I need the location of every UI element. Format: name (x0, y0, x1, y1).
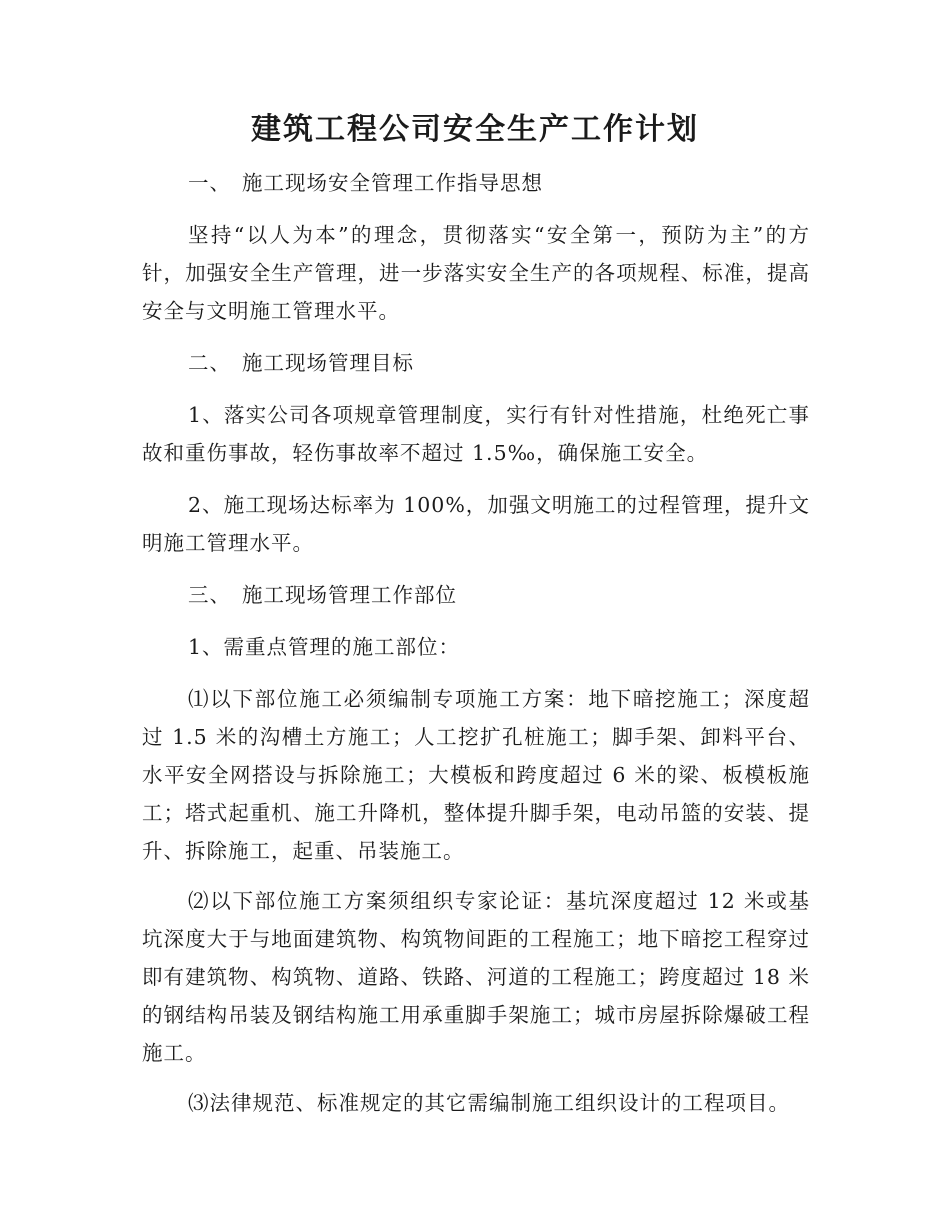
paragraph-guiding-principle: 坚持“以人为本”的理念，贯彻落实“安全第一，预防为主”的方针，加强安全生产管理，进一步落实安全生产的各项规程、标准，提高安全与文明施工管理水平。 (142, 223, 810, 323)
section-heading-text: 施工现场管理目标 (242, 351, 414, 375)
list-item-special-plan: ⑴以下部位施工必须编制专项施工方案：地下暗挖施工；深度超过 1.5 米的沟槽土方施工；人工挖扩孔桩施工；脚手架、卸料平台、水平安全网搭设与拆除施工；大模板和跨度超过 6 米的梁、板模板施工；塔式起重机、施工升降机，整体提升脚手架，电动吊篮的安装、提升、拆除施工，起重、吊装施工。 (142, 687, 810, 863)
section-number: 一、 (188, 171, 231, 195)
list-item-expert-review: ⑵以下部位施工方案须组织专家论证：基坑深度超过 12 米或基坑深度大于与地面建筑物、构筑物间距的工程施工；地下暗挖工程穿过即有建筑物、构筑物、道路、铁路、河道的工程施工；跨度超过 18 米的钢结构吊装及钢结构施工用承重脚手架施工；城市房屋拆除爆破工程施工。 (142, 889, 810, 1065)
paragraph-key-parts: 1、需重点管理的施工部位： (188, 635, 461, 659)
section-number: 二、 (188, 351, 231, 375)
section-heading-1 (188, 164, 808, 202)
document-title: 建筑工程公司安全生产工作计划 (251, 112, 699, 147)
section-heading-text: 施工现场安全管理工作指导思想 (242, 171, 543, 195)
section-heading-3 (188, 576, 808, 614)
section-number: 三、 (188, 583, 231, 607)
section-heading-text: 施工现场管理工作部位 (242, 583, 457, 607)
list-item-other-projects: ⑶法律规范、标准规定的其它需编制施工组织设计的工程项目。 (188, 1091, 790, 1115)
paragraph-goal-2: 2、施工现场达标率为 100%，加强文明施工的过程管理，提升文明施工管理水平。 (142, 493, 810, 555)
paragraph-goal-1: 1、落实公司各项规章管理制度，实行有针对性措施，杜绝死亡事故和重伤事故，轻伤事故率不超过 1.5‰，确保施工安全。 (142, 403, 810, 465)
section-heading-2 (188, 344, 808, 382)
